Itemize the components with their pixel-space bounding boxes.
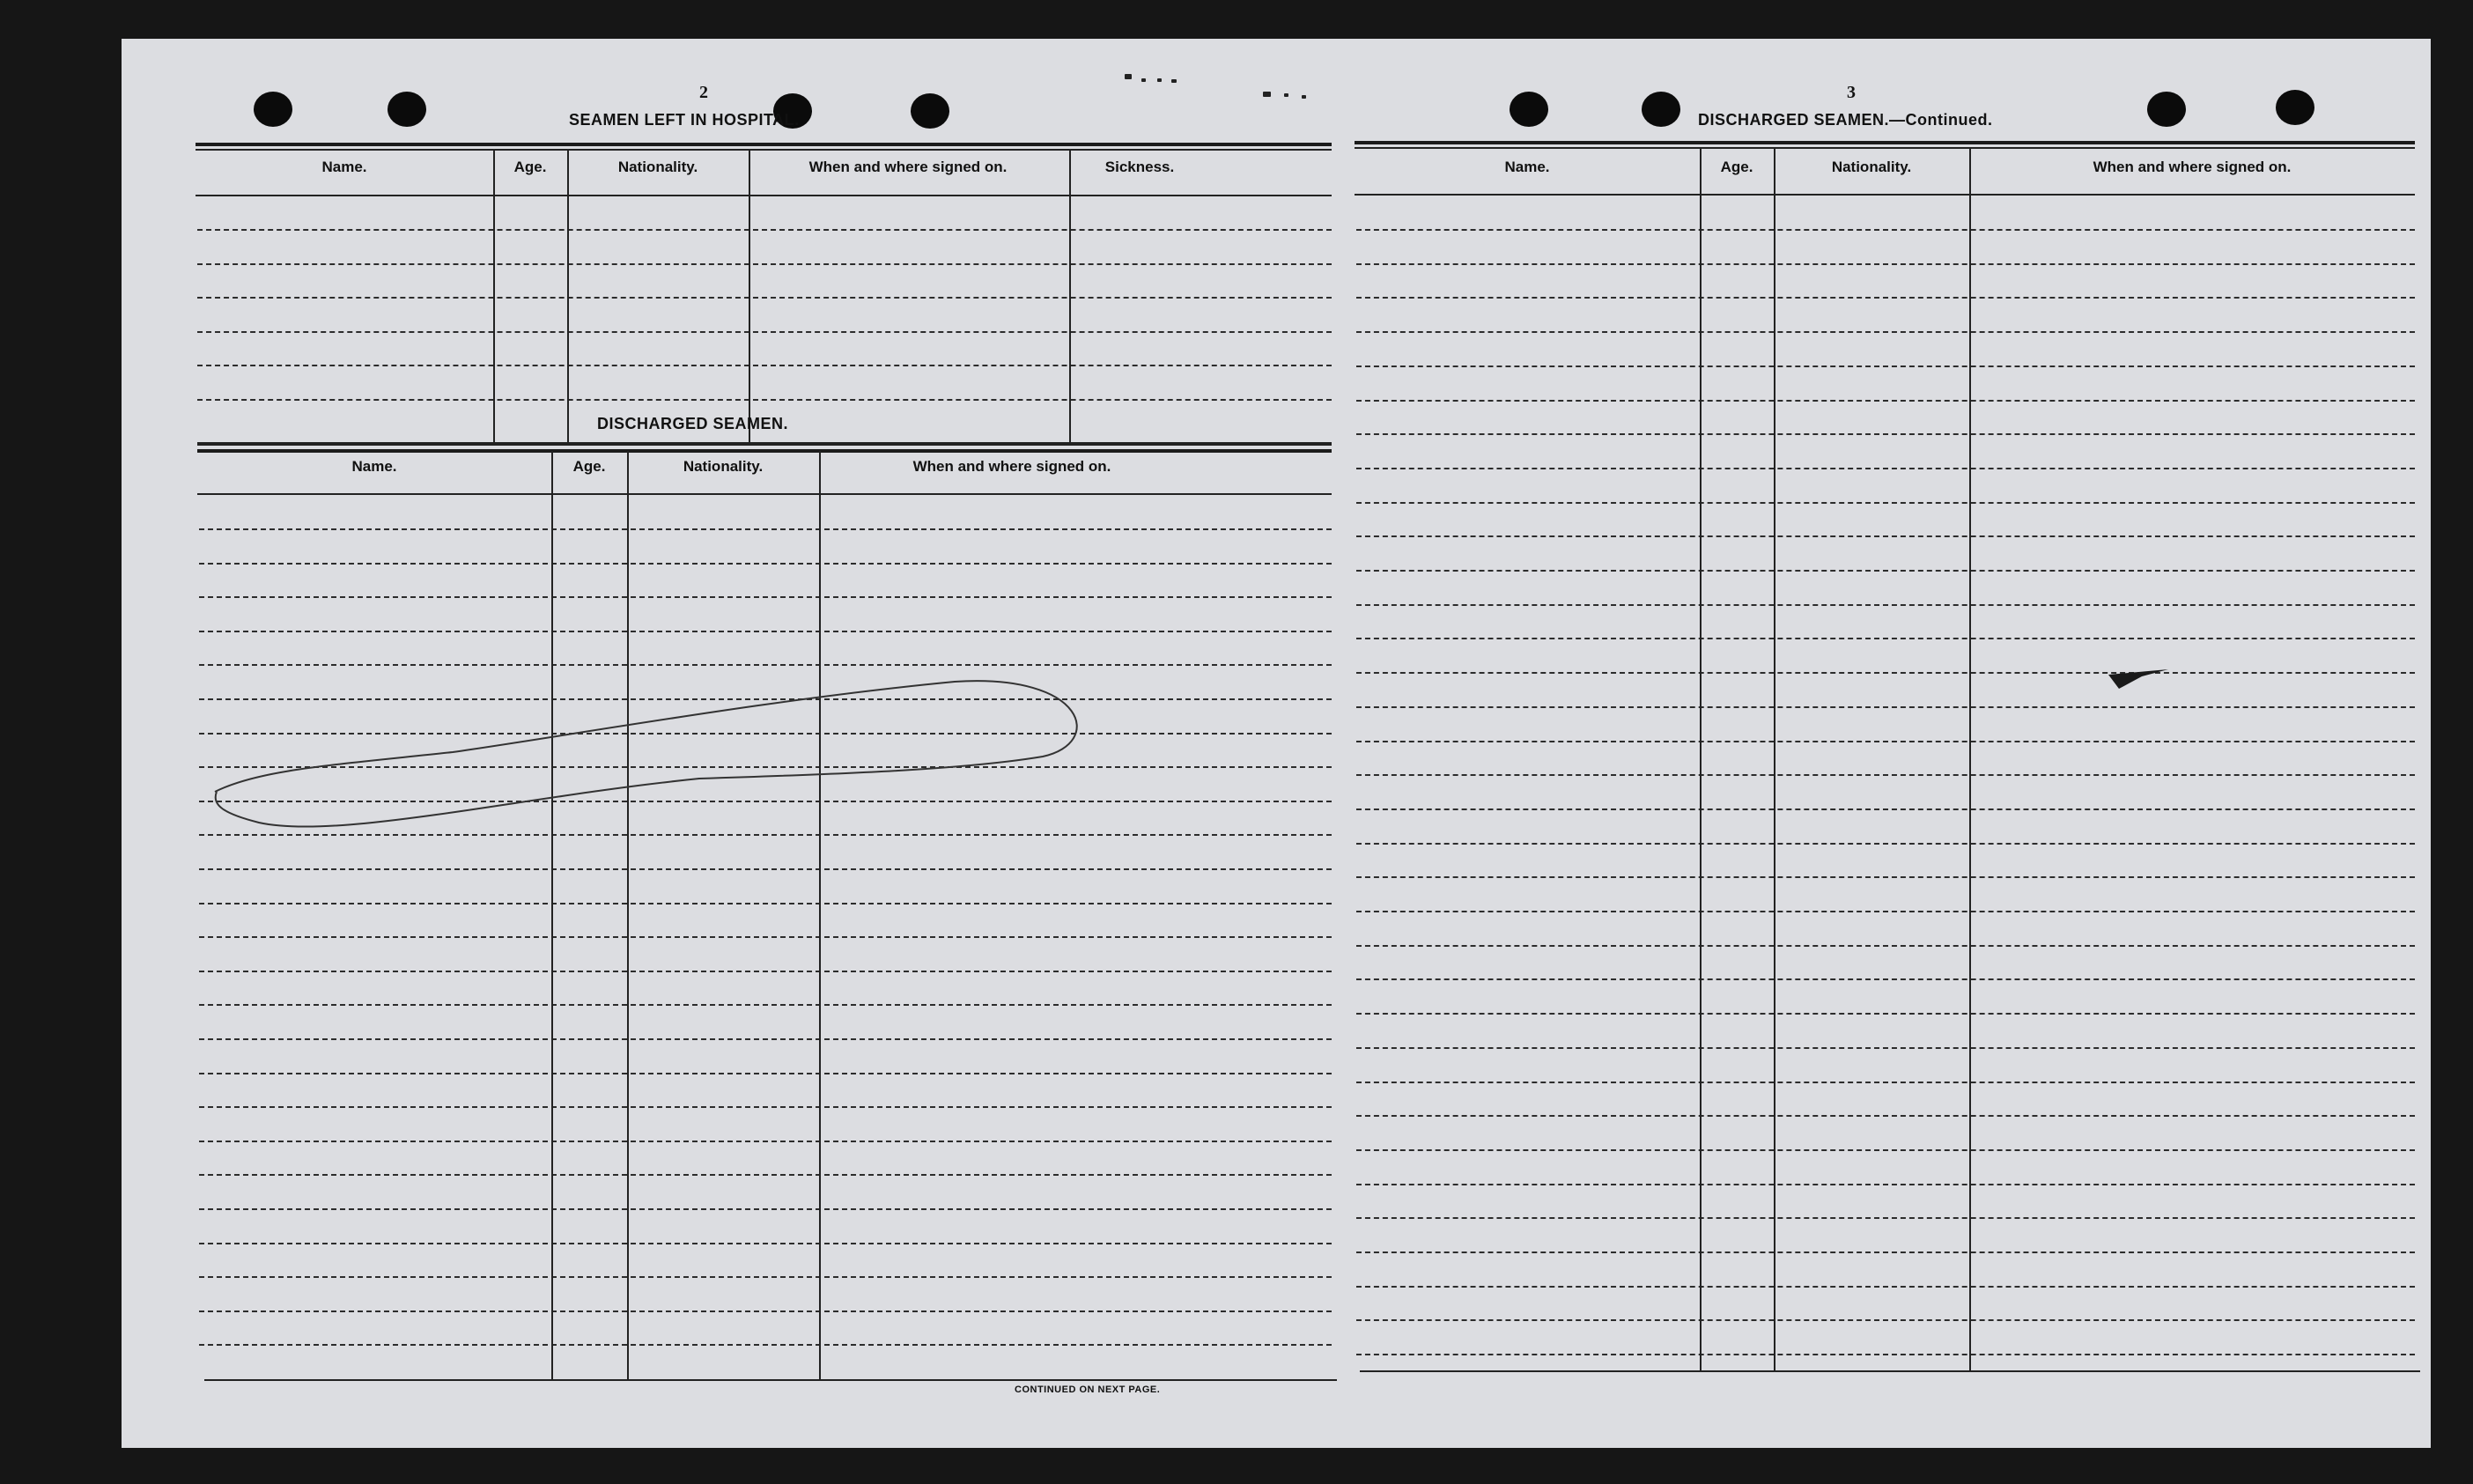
blank-entry-line <box>199 1106 1332 1108</box>
ink-speck <box>1263 92 1271 97</box>
header-bottom-rule <box>1355 194 2415 196</box>
blank-entry-line <box>1356 1354 2415 1355</box>
blank-entry-line <box>197 365 1332 366</box>
col-header-age: Age. <box>1720 159 1753 175</box>
blank-entry-line <box>1356 365 2415 367</box>
column-divider <box>1969 148 1971 1370</box>
blank-entry-line <box>199 1038 1332 1040</box>
pen-scribble <box>206 638 1148 849</box>
table-top-rule <box>196 149 1332 151</box>
blank-entry-line <box>1356 672 2415 674</box>
blank-entry-line <box>1356 741 2415 742</box>
column-divider <box>567 150 569 442</box>
blank-entry-line <box>1356 843 2415 845</box>
blank-entry-line <box>199 1344 1332 1346</box>
blank-entry-line <box>1356 263 2415 265</box>
blank-entry-line <box>1356 297 2415 299</box>
page-number: 2 <box>699 83 708 102</box>
blank-entry-line <box>1356 1184 2415 1185</box>
blank-entry-line <box>1356 774 2415 776</box>
header-bottom-rule <box>196 195 1332 196</box>
blank-entry-line <box>1356 570 2415 572</box>
col-header-signed-on: When and where signed on. <box>808 159 1008 175</box>
blank-entry-line <box>199 631 1332 632</box>
blank-entry-line <box>1356 1115 2415 1117</box>
blank-entry-line <box>1356 911 2415 912</box>
blank-entry-line <box>199 1174 1332 1176</box>
blank-entry-line <box>1356 876 2415 878</box>
col-header-nationality: Nationality. <box>1831 159 1912 175</box>
blank-entry-line <box>1356 433 2415 435</box>
col-header-signed-on: When and where signed on. <box>912 458 1111 475</box>
blank-entry-line <box>199 1141 1332 1142</box>
table-top-rule <box>197 449 1332 453</box>
column-divider <box>551 451 553 1379</box>
ink-speck <box>1125 74 1132 79</box>
blank-entry-line <box>1356 1217 2415 1219</box>
col-header-age: Age. <box>572 458 606 475</box>
blank-entry-line <box>1356 978 2415 980</box>
right-page <box>1293 39 2431 1448</box>
punch-hole <box>2147 92 2186 127</box>
blank-entry-line <box>1356 1047 2415 1049</box>
ink-speck <box>1141 78 1146 82</box>
col-header-nationality: Nationality. <box>617 159 698 175</box>
col-header-name: Name. <box>351 458 397 475</box>
blank-entry-line <box>197 297 1332 299</box>
punch-hole <box>1642 92 1680 127</box>
col-header-age: Age. <box>513 159 547 175</box>
col-header-name: Name. <box>1504 159 1550 175</box>
blank-entry-line <box>1356 400 2415 402</box>
blank-entry-line <box>1356 1319 2415 1321</box>
blank-entry-line <box>197 399 1332 401</box>
table-top-rule <box>196 143 1332 146</box>
left-page <box>122 39 1293 1448</box>
punch-hole <box>911 93 949 129</box>
blank-entry-line <box>1356 945 2415 947</box>
blank-entry-line <box>199 1208 1332 1210</box>
blank-entry-line <box>197 263 1332 265</box>
column-divider <box>749 150 750 442</box>
blank-entry-line <box>1356 808 2415 810</box>
ink-mark <box>2107 668 2177 694</box>
discharged-continued-title: DISCHARGED SEAMEN.—Continued. <box>1698 111 1993 129</box>
blank-entry-line <box>199 903 1332 904</box>
ink-speck <box>1171 79 1177 83</box>
continued-note: CONTINUED ON NEXT PAGE. <box>1015 1384 1161 1395</box>
table-top-rule <box>197 444 1332 446</box>
punch-hole <box>254 92 292 127</box>
table-top-rule <box>1355 147 2415 149</box>
column-divider <box>1700 148 1702 1370</box>
table-bottom-rule <box>1360 1370 2420 1372</box>
col-header-signed-on: When and where signed on. <box>2093 159 2292 175</box>
punch-hole <box>2276 90 2314 125</box>
blank-entry-line <box>1356 706 2415 708</box>
document-sheet <box>122 39 2431 1448</box>
blank-entry-line <box>199 936 1332 938</box>
blank-entry-line <box>199 1310 1332 1312</box>
discharged-section-title: DISCHARGED SEAMEN. <box>597 415 789 432</box>
col-header-nationality: Nationality. <box>683 458 764 475</box>
column-divider <box>1069 150 1071 442</box>
blank-entry-line <box>199 1073 1332 1074</box>
ink-speck <box>1157 78 1162 82</box>
blank-entry-line <box>1356 502 2415 504</box>
punch-hole <box>388 92 426 127</box>
table-top-rule <box>1355 141 2415 144</box>
header-bottom-rule <box>197 493 1332 495</box>
blank-entry-line <box>1356 1013 2415 1015</box>
page-number: 3 <box>1847 83 1856 102</box>
column-divider <box>627 451 629 1379</box>
blank-entry-line <box>199 971 1332 972</box>
col-header-name: Name. <box>321 159 367 175</box>
blank-entry-line <box>199 1243 1332 1244</box>
blank-entry-line <box>1356 638 2415 639</box>
blank-entry-line <box>1356 1251 2415 1253</box>
hospital-section-title: SEAMEN LEFT IN HOSPITAL. <box>569 111 800 129</box>
blank-entry-line <box>199 596 1332 598</box>
col-header-sickness: Sickness. <box>1104 159 1175 175</box>
blank-entry-line <box>1356 1286 2415 1288</box>
blank-entry-line <box>199 868 1332 870</box>
blank-entry-line <box>197 331 1332 333</box>
ink-speck <box>1302 95 1306 99</box>
blank-entry-line <box>1356 229 2415 231</box>
blank-entry-line <box>199 563 1332 565</box>
blank-entry-line <box>199 528 1332 530</box>
blank-entry-line <box>1356 468 2415 469</box>
blank-entry-line <box>1356 535 2415 537</box>
blank-entry-line <box>1356 1082 2415 1083</box>
blank-entry-line <box>1356 1149 2415 1151</box>
blank-entry-line <box>197 229 1332 231</box>
blank-entry-line <box>199 1004 1332 1006</box>
column-divider <box>493 150 495 442</box>
column-divider <box>1774 148 1775 1370</box>
blank-entry-line <box>199 1276 1332 1278</box>
column-divider <box>819 451 821 1379</box>
blank-entry-line <box>1356 604 2415 606</box>
table-bottom-rule <box>204 1379 1337 1381</box>
punch-hole <box>1510 92 1548 127</box>
ink-speck <box>1284 93 1288 97</box>
blank-entry-line <box>1356 331 2415 333</box>
